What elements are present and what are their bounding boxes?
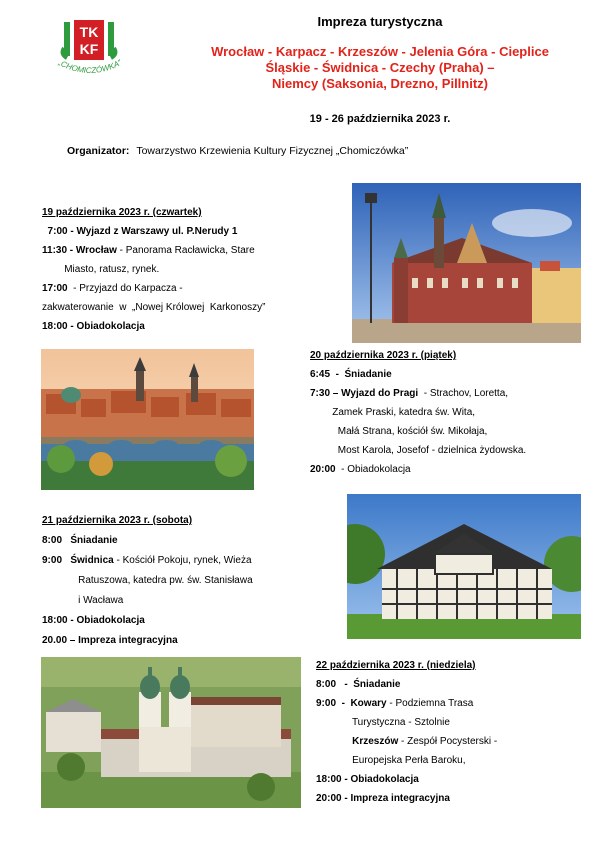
schedule-row: Krzeszów - Zespół Pocysterski -	[316, 736, 498, 747]
schedule-row: 9:00 Świdnica - Kościół Pokoju, rynek, Wieża	[42, 555, 252, 566]
day-3	[42, 511, 342, 651]
schedule-row: 7:00 - Wyjazd z Warszawy ul. P.Nerudy 1	[42, 226, 238, 237]
photo-wroclaw-town-hall	[352, 183, 581, 343]
schedule-row: 18:00 - Obiadokolacja	[316, 774, 419, 785]
schedule-row: 7:30 – Wyjazd do Pragi - Strachov, Loretta,	[310, 388, 509, 399]
schedule-row: 18:00 - Obiadokolacja	[42, 615, 145, 626]
organizer	[67, 145, 408, 157]
schedule-row: Most Karola, Josefof - dzielnica żydowska.	[310, 445, 527, 456]
photo-krzeszow-abbey	[41, 657, 301, 808]
day-date: 19 października 2023 r. (czwartek)	[42, 207, 202, 218]
route-line-3: Niemcy (Saksonia, Drezno, Pillnitz)	[272, 76, 488, 91]
day-2	[310, 346, 600, 479]
schedule-row: Miasto, ratusz, rynek.	[42, 264, 160, 275]
day-1	[42, 203, 342, 336]
schedule-row: Turystyczna - Sztolnie	[316, 717, 450, 728]
schedule-row: 17:00 - Przyjazd do Karpacza -	[42, 283, 183, 294]
schedule-row: Ratuszowa, katedra pw. św. Stanisława	[42, 575, 253, 586]
day-date: 22 października 2023 r. (niedziela)	[316, 660, 476, 671]
schedule-row: 18:00 - Obiadokolacja	[42, 321, 145, 332]
logo-letters-bottom: KF	[79, 41, 99, 57]
schedule-row: Zamek Praski, katedra św. Wita,	[310, 407, 476, 418]
svg-text:„CHOMICZÓWKA”	[56, 58, 123, 75]
day-date: 21 października 2023 r. (sobota)	[42, 515, 193, 526]
schedule-row: 20.00 – Impreza integracyjna	[42, 635, 178, 646]
schedule-row: Małá Strana, kościół św. Mikołaja,	[310, 426, 488, 437]
photo-prague	[41, 349, 254, 490]
route-line-2: Śląskie - Świdnica - Czechy (Praha) –	[265, 60, 495, 75]
photo-swidnica-church	[347, 494, 581, 639]
day-date: 20 października 2023 r. (piątek)	[310, 350, 457, 361]
day-4	[316, 656, 601, 808]
tkkf-logo	[50, 18, 130, 80]
route-title	[180, 44, 580, 92]
schedule-row: 20:00 - Impreza integracyjna	[316, 793, 450, 804]
schedule-row: zakwaterowanie w „Nowej Królowej Karkonoszy”	[42, 302, 266, 313]
schedule-row: 6:45 - Śniadanie	[310, 369, 392, 380]
schedule-row: i Wacława	[42, 595, 124, 606]
organizer-label: Organizator:	[67, 145, 130, 157]
schedule-row: 8:00 Śniadanie	[42, 535, 118, 546]
schedule-row: 8:00 - Śniadanie	[316, 679, 401, 690]
schedule-row: 9:00 - Kowary - Podziemna Trasa	[316, 698, 474, 709]
route-line-1: Wrocław - Karpacz - Krzeszów - Jelenia Góra - Cieplice	[211, 44, 549, 59]
schedule-row: 20:00 - Obiadokolacja	[310, 464, 411, 475]
logo-arc-text: „CHOMICZÓWKA”	[57, 58, 123, 76]
logo-letters-top: TK	[79, 24, 99, 40]
page-title: Impreza turystyczna	[317, 14, 443, 29]
schedule-row: 11:30 - Wrocław - Panorama Racławicka, Stare	[42, 245, 255, 256]
schedule-row: Europejska Perła Baroku,	[316, 755, 466, 766]
trip-dates: 19 - 26 października 2023 r.	[309, 113, 451, 125]
organizer-name: Towarzystwo Krzewienia Kultury Fizycznej „Chomiczówka”	[136, 145, 409, 157]
